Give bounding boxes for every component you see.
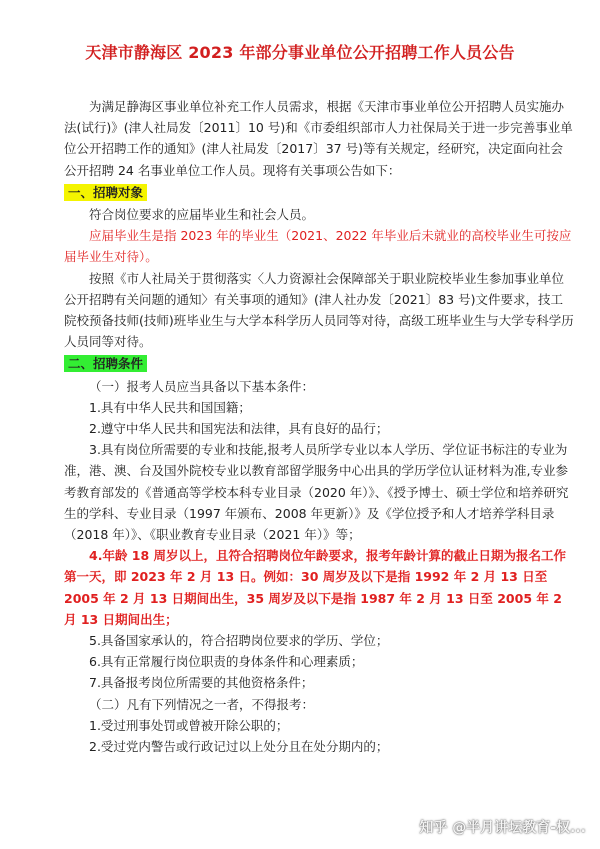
condition-1: 1.具有中华人民共和国国籍；	[89, 399, 251, 415]
condition-3: 3.具有岗位所需要的专业和技能,报考人员所学专业以本人学历、学位证书标注的专业为准，港、澳、台及国外院校专业以教育部留学服务中心出具的学历学位认证材料为准,专业参考教育部发的《普通高等学校本科专业目录（2020 年）》、《授予博士、硕士学位和培养研究生的学科、专业目录（1997 年颁布、2008 年更新）》及《学位授予和人才培养学科目录（2018 年）》、《职业教育专业目录（2021 年）》等；	[64, 442, 569, 543]
section-1-paragraph-3: 按照《市人社局关于贯彻落实〈人力资源社会保障部关于职业院校毕业生参加事业单位公开招聘有关问题的通知〉有关事项的通知》(津人社办发〔2021〕83 号)文件要求，技工院校预备技师(技师)班毕业生与大学本科学历人员同等对待，高级工班毕业生与大学专科学历人员同等对待。	[64, 270, 574, 350]
section-1-heading-row	[64, 182, 574, 203]
condition-6: 6.具有正常履行岗位职责的身体条件和心理素质；	[89, 654, 364, 670]
section-2-heading-row	[64, 353, 574, 374]
section-1-heading: 一、招聘对象	[64, 184, 147, 201]
condition-5: 5.具备国家承认的，符合招聘岗位要求的学历、学位；	[89, 633, 389, 649]
section-1-paragraph-1: 符合岗位要求的应届毕业生和社会人员。	[89, 207, 315, 223]
section-2-heading: 二、招聘条件	[64, 355, 147, 372]
section-2-sub-2: （二）凡有下列情况之一者，不得报考：	[89, 696, 315, 712]
disqualification-1: 1.受过刑事处罚或曾被开除公职的；	[89, 717, 289, 733]
condition-4-red: 4.年龄 18 周岁以上，且符合招聘岗位年龄要求，报考年龄计算的截止日期为报名工作第一天，即 2023 年 2 月 13 日。例如：30 周岁及以下是指 1992 年 2 月 13 日至 2005 年 2 月 13 日期间出生，35 周岁及以下是指 1987 年 2 月 13 日至 2005 年 2 月 13 日期间出生；	[64, 548, 567, 627]
disqualification-2: 2.受过党内警告或行政记过以上处分且在处分期内的；	[89, 739, 389, 755]
condition-2: 2.遵守中华人民共和国宪法和法律，具有良好的品行；	[89, 421, 389, 437]
section-1-paragraph-2-red: 应届毕业生是指 2023 年的毕业生（2021、2022 年毕业后未就业的高校毕业生可按应届毕业生对待）。	[64, 228, 572, 265]
zhihu-watermark: 知乎 @半月讲坛教育-权...	[419, 820, 586, 836]
document-title: 天津市静海区 2023 年部分事业单位公开招聘工作人员公告	[85, 43, 515, 62]
condition-7: 7.具备报考岗位所需要的其他资格条件；	[89, 675, 314, 691]
section-2-sub-1: （一）报考人员应当具备以下基本条件：	[89, 378, 315, 394]
intro-paragraph: 为满足静海区事业单位补充工作人员需求，根据《天津市事业单位公开招聘人员实施办法(试行)》(津人社局发〔2011〕10 号)和《市委组织部市人力社保局关于进一步完善事业单位公开招聘工作的通知》(津人社局发〔2017〕37 号)等有关规定，经研究，决定面向社会公开招聘 24 名事业单位工作人员。现将有关事项公告如下：	[64, 99, 573, 178]
document-body	[64, 96, 574, 757]
